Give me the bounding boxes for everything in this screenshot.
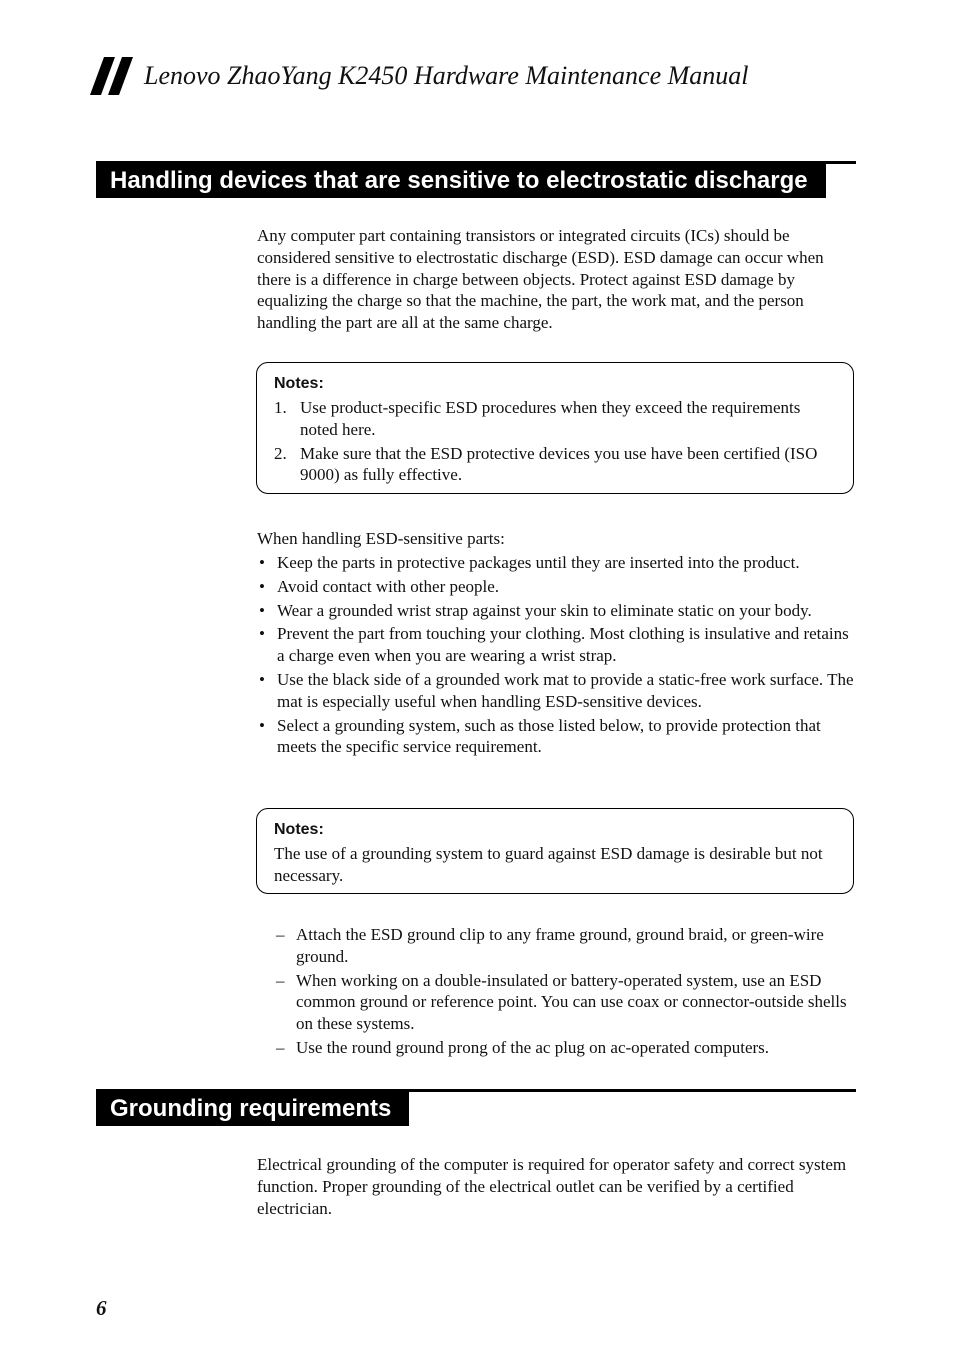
bullet-icon: • — [259, 624, 265, 644]
dash-icon: – — [276, 925, 285, 944]
list-item — [257, 715, 859, 759]
esd-intro-paragraph: Any computer part containing transistors or integrated circuits (ICs) should be considered sensitive to electrostatic discharge (ESD). ESD damage can occur when there is a difference in charge between objects. Protect against ESD damage by equalizing the charge so that the machine, the part, the work mat, and the person handling the part are all at the same charge. — [257, 226, 824, 333]
note-text: Use product-specific ESD procedures when they exceed the requirements noted here. — [300, 398, 801, 439]
list-item-text: Keep the parts in protective packages until they are inserted into the product. — [277, 553, 800, 572]
grounding-paragraph: Electrical grounding of the computer is required for operator safety and correct system function. Proper grounding of the electrical outlet can be verified by a certified electrician. — [257, 1155, 847, 1218]
note-number: 2. — [274, 443, 287, 463]
list-item-text: Wear a grounded wrist strap against your skin to eliminate static on your body. — [277, 600, 812, 620]
bullet-icon: • — [259, 669, 265, 689]
section-title: Handling devices that are sensitive to electrostatic discharge — [96, 164, 826, 198]
list-item-text: Attach the ESD ground clip to any frame ground, ground braid, or green-wire ground. — [296, 925, 824, 966]
section-title: Grounding requirements — [96, 1092, 409, 1126]
page-number: 6 — [96, 1296, 107, 1320]
list-item — [276, 924, 856, 968]
list-item — [257, 576, 859, 598]
list-item-text: Select a grounding system, such as those listed below, to provide protection that meets the specific service requirement. — [277, 715, 821, 757]
notes-list — [274, 397, 837, 486]
list-item-text: Use the round ground prong of the ac plug on ac-operated computers. — [296, 1037, 770, 1057]
notes-title: Notes: — [274, 821, 324, 838]
bullet-icon: • — [259, 715, 265, 735]
page-header — [90, 56, 749, 96]
list-item-text: When working on a double-insulated or battery-operated system, use an ESD common ground or reference point. You can use coax or connector-outside shells on these systems. — [296, 970, 847, 1034]
notes-box — [256, 362, 854, 494]
dash-icon: – — [276, 1037, 285, 1057]
list-item — [257, 600, 859, 622]
bullet-icon: • — [259, 600, 265, 620]
note-item — [274, 397, 837, 441]
list-item-text: Prevent the part from touching your clothing. Most clothing is insulative and retains a charge even when you are wearing a wrist strap. — [277, 624, 849, 666]
note-item — [274, 443, 837, 487]
bullet-icon: • — [259, 576, 265, 596]
handling-intro: When handling ESD-sensitive parts: — [257, 529, 505, 548]
list-item-text: Avoid contact with other people. — [277, 576, 500, 596]
note-number: 1. — [274, 398, 287, 417]
list-item — [257, 623, 859, 667]
notes-box — [256, 808, 854, 894]
list-item — [257, 669, 859, 713]
note-text: The use of a grounding system to guard against ESD damage is desirable but not necessary. — [274, 844, 823, 885]
notes-title: Notes: — [274, 375, 324, 392]
grounding-options-list — [276, 924, 856, 1061]
list-item-text: Use the black side of a grounded work mat to provide a static-free work surface. The mat is especially useful when handling ESD-sensitive devices. — [277, 669, 854, 711]
list-item — [276, 1037, 856, 1059]
bullet-icon: • — [259, 553, 265, 572]
list-item — [276, 970, 856, 1035]
handling-bullet-list — [257, 552, 859, 760]
note-text: Make sure that the ESD protective devices you use have been certified (ISO 9000) as fully effective. — [300, 443, 818, 485]
section-heading-grounding — [96, 1089, 856, 1126]
manual-title: Lenovo ZhaoYang K2450 Hardware Maintenance Manual — [144, 61, 749, 90]
section-heading-esd — [96, 161, 856, 198]
double-slash-icon — [90, 57, 136, 95]
list-item — [257, 552, 859, 574]
dash-icon: – — [276, 970, 285, 990]
